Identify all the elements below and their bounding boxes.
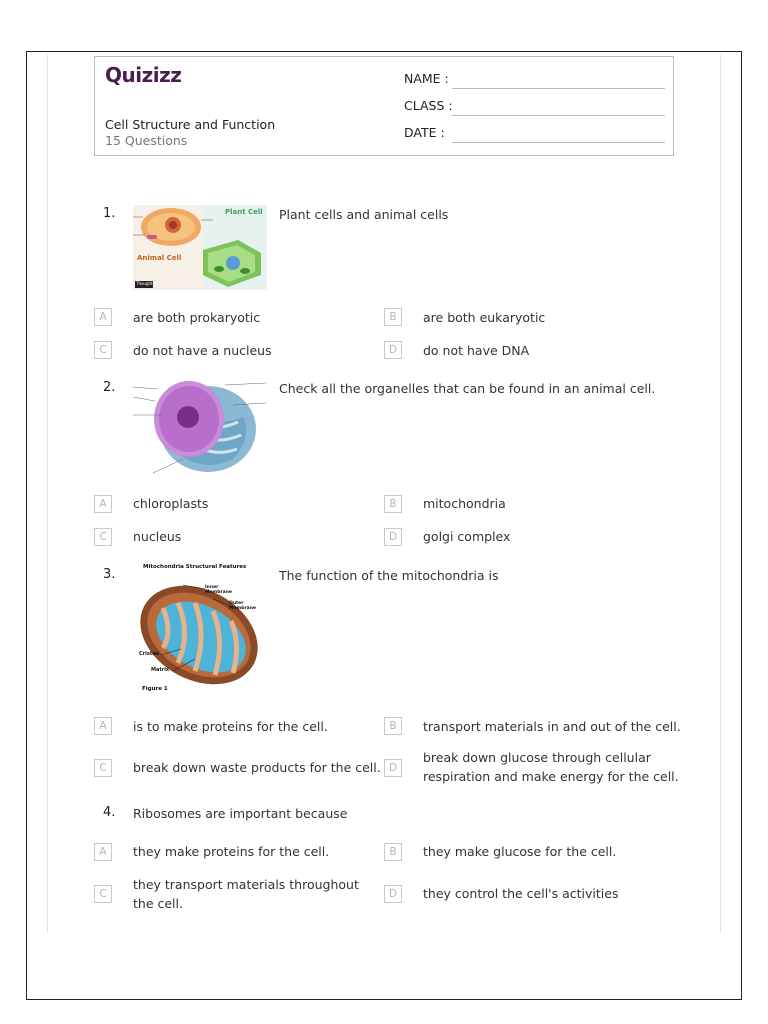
mitochondria-illustration: [133, 563, 268, 698]
date-field[interactable]: [404, 125, 664, 143]
question-number: 3.: [103, 567, 116, 582]
option-d-text[interactable]: do not have DNA: [423, 343, 530, 358]
option-c-text[interactable]: they transport materials throughout the cell.: [133, 877, 359, 911]
option-d-marker[interactable]: D: [384, 528, 402, 546]
class-label: CLASS :: [404, 98, 453, 113]
date-line: [452, 142, 665, 143]
option-c-text[interactable]: do not have a nucleus: [133, 343, 272, 358]
option-b-text[interactable]: mitochondria: [423, 496, 506, 511]
figure-label: Figure 1: [142, 686, 168, 692]
option-d-marker[interactable]: D: [384, 341, 402, 359]
option-b-marker[interactable]: B: [384, 495, 402, 513]
option-b-text[interactable]: they make glucose for the cell.: [423, 844, 617, 859]
option-a-text[interactable]: are both prokaryotic: [133, 310, 261, 325]
plant-animal-cell-illustration: [133, 205, 267, 290]
option-c-marker[interactable]: C: [94, 759, 112, 777]
option-c-text[interactable]: break down waste products for the cell.: [133, 760, 381, 775]
option-b-marker[interactable]: B: [384, 308, 402, 326]
plant-cell-label: Plant Cell: [225, 208, 263, 216]
option-c-text[interactable]: nucleus: [133, 529, 182, 544]
option-d-marker[interactable]: D: [384, 759, 402, 777]
option-a-text[interactable]: chloroplasts: [133, 496, 209, 511]
name-field[interactable]: [404, 71, 664, 89]
option-a-text[interactable]: is to make proteins for the cell.: [133, 719, 328, 734]
question-text: Ribosomes are important because: [133, 806, 348, 821]
option-d-text[interactable]: golgi complex: [423, 529, 511, 544]
option-b-marker[interactable]: B: [384, 843, 402, 861]
question-text: Check all the organelles that can be found in an animal cell.: [279, 381, 656, 396]
worksheet-page: [47, 54, 721, 932]
name-line: [452, 88, 665, 89]
animal-cell-cutaway-illustration: [133, 377, 268, 477]
option-a-marker[interactable]: A: [94, 308, 112, 326]
image-brand: ThoughtCo: [136, 281, 158, 286]
animal-cell-image: [133, 377, 268, 477]
question-number: 1.: [103, 206, 116, 221]
option-c-marker[interactable]: C: [94, 341, 112, 359]
mito-image-title: Mitochondria Structural Features: [143, 564, 247, 570]
option-b-text[interactable]: transport materials in and out of the cell.: [423, 719, 681, 734]
cell-diagram-image: [133, 205, 267, 290]
question-number: 2.: [103, 380, 116, 395]
question-text: The function of the mitochondria is: [279, 568, 499, 583]
outer-membrane-label: Outer Membrane: [229, 601, 256, 611]
worksheet-title: Cell Structure and Function: [105, 117, 276, 132]
option-d-text[interactable]: break down glucose through cellular respiration and make energy for the cell.: [423, 750, 679, 784]
matrix-label: Matrix: [151, 667, 170, 673]
name-label: NAME :: [404, 71, 449, 86]
inner-membrane-label: Inner Membrane: [205, 585, 232, 595]
option-a-marker[interactable]: A: [94, 495, 112, 513]
option-b-marker[interactable]: B: [384, 717, 402, 735]
option-b-text[interactable]: are both eukaryotic: [423, 310, 546, 325]
option-c-marker[interactable]: C: [94, 528, 112, 546]
class-line: [452, 115, 665, 116]
mitochondria-image: [133, 563, 268, 698]
class-field[interactable]: [404, 98, 664, 116]
option-d-text[interactable]: they control the cell's activities: [423, 886, 619, 901]
date-label: DATE :: [404, 125, 445, 140]
quizizz-logo: Quizizz: [105, 63, 182, 87]
worksheet-header: [94, 56, 674, 156]
option-a-marker[interactable]: A: [94, 843, 112, 861]
question-number: 4.: [103, 805, 116, 820]
option-d-marker[interactable]: D: [384, 885, 402, 903]
option-a-text[interactable]: they make proteins for the cell.: [133, 844, 330, 859]
animal-cell-label: Animal Cell: [137, 254, 182, 262]
option-c-marker[interactable]: C: [94, 885, 112, 903]
question-text: Plant cells and animal cells: [279, 207, 449, 222]
option-a-marker[interactable]: A: [94, 717, 112, 735]
cristae-label: Cristae: [139, 651, 159, 657]
question-count: 15 Questions: [105, 133, 188, 148]
